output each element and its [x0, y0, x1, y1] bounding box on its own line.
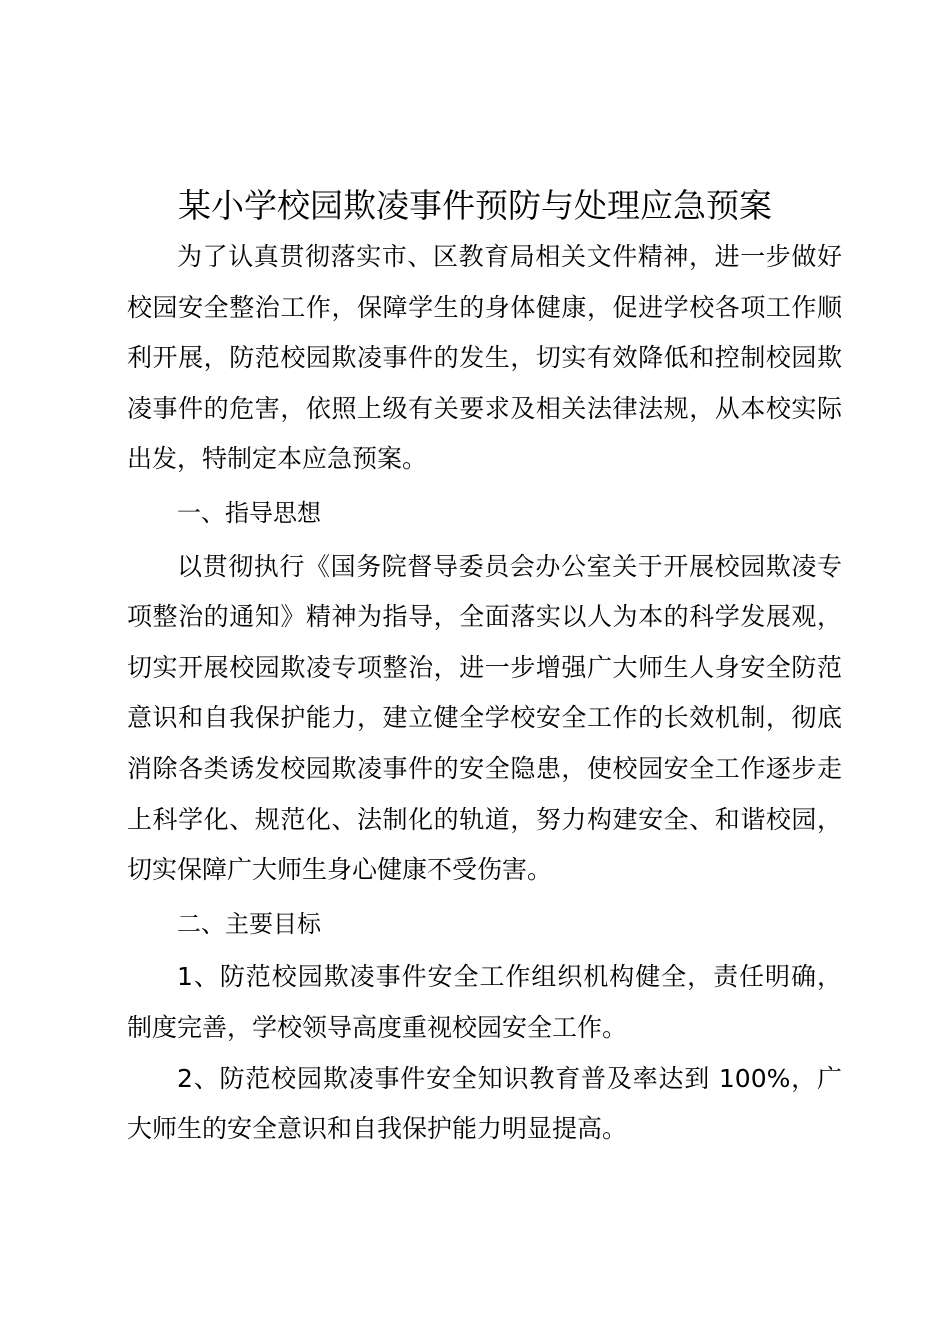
- intro-paragraph: 为了认真贯彻落实市、区教育局相关文件精神，进一步做好校园安全整治工作，保障学生的身体健康，促进学校各项工作顺利开展，防范校园欺凌事件的发生，切实有效降低和控制校园欺凌事件的危害，依照上级有关要求及相关法律法规，从本校实际出发，特制定本应急预案。: [127, 242, 842, 474]
- document-body: [127, 232, 842, 1155]
- section-heading-main-goals: 二、主要目标: [177, 909, 321, 938]
- goal-item-1: 1、防范校园欺凌事件安全工作组织机构健全，责任明确，制度完善，学校领导高度重视校园安全工作。: [127, 962, 842, 1042]
- document-title: 某小学校园欺凌事件预防与处理应急预案: [178, 186, 772, 225]
- guiding-ideology-paragraph: 以贯彻执行《国务院督导委员会办公室关于开展校园欺凌专项整治的通知》精神为指导，全面落实以人为本的科学发展观，切实开展校园欺凌专项整治，进一步增强广大师生人身安全防范意识和自我保护能力，建立健全学校安全工作的长效机制，彻底消除各类诱发校园欺凌事件的安全隐患，使校园安全工作逐步走上科学化、规范化、法制化的轨道，努力构建安全、和谐校园，切实保障广大师生身心健康不受伤害。: [127, 551, 842, 885]
- goal-item-2: 2、防范校园欺凌事件安全知识教育普及率达到 100%，广大师生的安全意识和自我保护能力明显提高。: [127, 1063, 842, 1144]
- section-heading-guiding-ideology: 一、指导思想: [177, 498, 321, 527]
